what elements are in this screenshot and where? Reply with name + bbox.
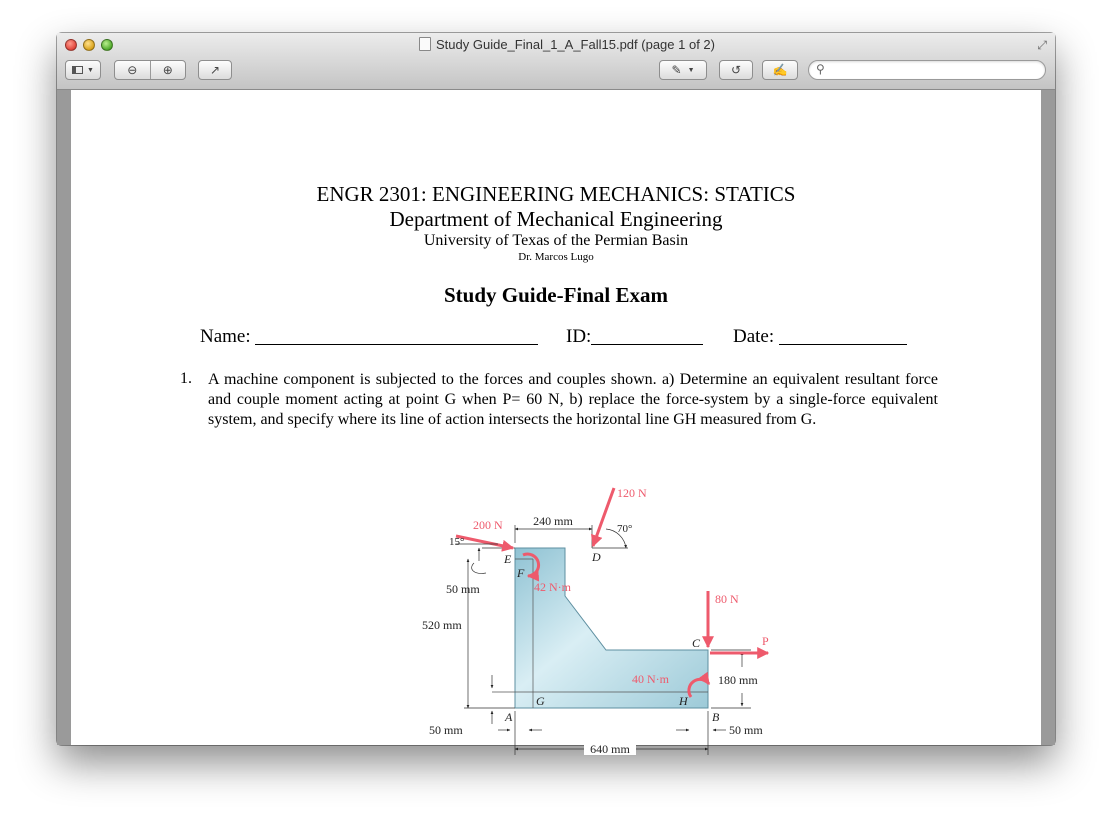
name-blank <box>255 326 538 345</box>
force-p-label: P <box>762 634 769 648</box>
date-blank <box>779 326 907 345</box>
question-text: A machine component is subjected to the forces and couples shown. a) Determine an equivalent resultant force and couple moment acting at point G when P= 60 N, b) replace the force-system by a single-force equivalent system, and specify where its line of action intersects the horizontal line GH measured from G. <box>208 371 938 428</box>
annotate-icon: ✍ <box>772 63 788 77</box>
dim-640-label: 640 mm <box>590 742 630 756</box>
name-label: Name: <box>200 326 251 347</box>
id-label: ID: <box>566 326 592 347</box>
instructor-name: Dr. Marcos Lugo <box>518 251 594 263</box>
preview-window <box>57 33 1055 756</box>
point-h-label: H <box>679 694 688 708</box>
pdf-page <box>71 90 1041 756</box>
university-name: University of Texas of the Permian Basin <box>423 232 689 249</box>
zoom-button[interactable] <box>101 39 113 51</box>
dim-50-right-label: 50 mm <box>729 723 763 737</box>
zoom-out-icon: ⊖ <box>127 63 138 77</box>
dim-240-label: 240 mm <box>533 514 573 528</box>
fullscreen-icon[interactable]: ⤢ <box>1037 38 1047 52</box>
dim-180-label: 180 mm <box>718 673 758 687</box>
zoom-in-icon: ⊕ <box>162 63 173 77</box>
force-200-label: 200 N <box>473 518 503 532</box>
point-e-label: E <box>504 552 512 566</box>
force-120-arrow <box>593 488 614 546</box>
window-title-text: Study Guide_Final_1_A_Fall15.pdf (page 1 of 2) <box>436 37 715 52</box>
minimize-button[interactable] <box>83 39 95 51</box>
annotate-button[interactable] <box>762 60 798 80</box>
pdf-document-icon <box>419 37 431 51</box>
force-120-label: 120 N <box>617 486 647 500</box>
share-button[interactable] <box>198 60 232 80</box>
sidebar-view-button[interactable] <box>65 60 101 80</box>
dim-50-top-label: 50 mm <box>446 582 480 596</box>
window-title <box>397 37 737 53</box>
force-80-label: 80 N <box>715 592 739 606</box>
sidebar-icon <box>72 66 83 74</box>
id-blank <box>591 326 703 345</box>
share-icon: ↗ <box>209 63 221 77</box>
dim-50-left-label: 50 mm <box>429 723 463 737</box>
markup-pen-button[interactable] <box>659 60 707 80</box>
department-name: Department of Mechanical Engineering <box>389 207 723 231</box>
dim-520-label: 520 mm <box>422 618 462 632</box>
machine-component-figure <box>416 453 769 756</box>
search-input[interactable] <box>808 60 1046 80</box>
force-200-arrow <box>456 536 513 548</box>
pen-icon: ✎ <box>671 63 682 77</box>
point-f-label: F <box>517 566 525 580</box>
date-field <box>733 326 907 348</box>
point-a-label: A <box>505 710 513 724</box>
angle-15-label: 15° <box>449 536 465 548</box>
title-bar <box>57 33 1055 90</box>
close-button[interactable] <box>65 39 77 51</box>
rotate-icon: ↺ <box>730 63 742 77</box>
point-c-label: C <box>692 636 701 650</box>
document-viewport[interactable] <box>57 90 1055 756</box>
moment-40-label: 40 N·m <box>632 672 669 686</box>
component-body <box>515 548 708 708</box>
name-field <box>200 326 538 348</box>
date-label: Date: <box>733 326 775 347</box>
zoom-out-button[interactable] <box>115 63 150 77</box>
page-heading: Study Guide-Final Exam <box>443 283 669 307</box>
point-b-label: B <box>712 710 720 724</box>
search-icon: ⚲ <box>816 62 825 76</box>
angle-70-label: 70° <box>617 523 633 535</box>
zoom-controls <box>114 60 186 80</box>
zoom-in-button[interactable] <box>151 63 186 77</box>
moment-42-label: 42 N·m <box>534 580 571 594</box>
course-title: ENGR 2301: ENGINEERING MECHANICS: STATICS <box>316 182 796 206</box>
point-d-label: D <box>592 550 601 564</box>
chevron-down-icon: ▼ <box>687 66 695 74</box>
id-field <box>566 326 703 348</box>
chevron-down-icon: ▼ <box>87 66 94 74</box>
point-g-label: G <box>536 694 545 708</box>
question-number: 1. <box>180 370 192 387</box>
rotate-button[interactable] <box>719 60 753 80</box>
